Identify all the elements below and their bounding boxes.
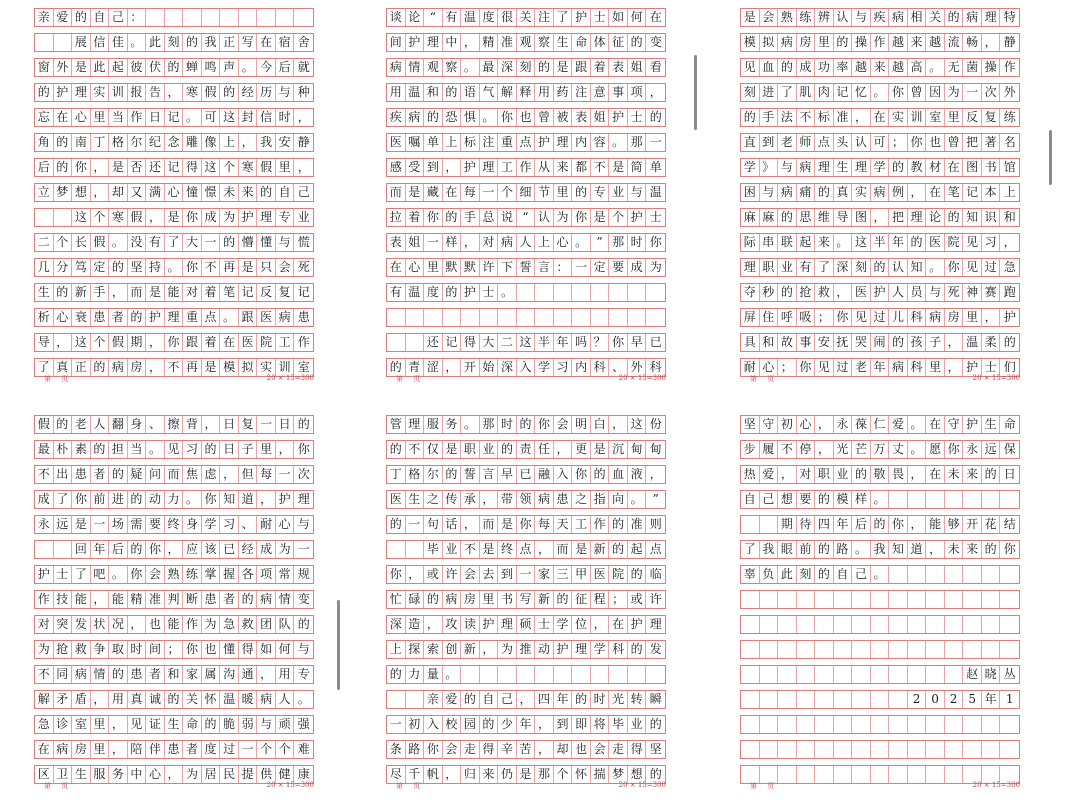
manuscript-line [34, 308, 314, 327]
manuscript-line [34, 33, 314, 52]
manuscript-line [34, 415, 314, 434]
manuscript-line [740, 233, 1020, 252]
line-text [741, 591, 1019, 608]
manuscript-line [34, 83, 314, 102]
line-text: 了 我 眼 前 的 路 。 我 知 道 ， 未 来 的 你 [741, 541, 1019, 558]
manuscript-line [34, 183, 314, 202]
line-text: 上 探 索 创 新 ， 为 推 动 护 理 学 科 的 发 [387, 641, 665, 658]
manuscript-sheet-6 [740, 415, 1032, 793]
footer-page-label: 第 页 [396, 375, 425, 383]
sheet-footer [750, 374, 1020, 384]
manuscript-line [386, 465, 666, 484]
line-text: 成 了 你 前 进 的 动 力 。 你 知 道 ， 护 理 [35, 491, 313, 508]
line-text: 直 到 老 师 点 头 认 可 ； 你 也 曾 把 著 名 [741, 134, 1019, 151]
manuscript-line [740, 440, 1020, 459]
line-text: 展 信 佳 。 此 刻 的 我 正 写 在 宿 舍 [35, 34, 313, 51]
manuscript-line [740, 108, 1020, 127]
manuscript-line [740, 133, 1020, 152]
line-text [741, 616, 1019, 633]
line-text: 际 串 联 起 来 。 这 半 年 的 医 院 见 习 ， [741, 234, 1019, 251]
manuscript-line [34, 58, 314, 77]
line-text: 用 温 和 的 语 气 解 释 用 药 注 意 事 项 ， [387, 84, 665, 101]
manuscript-line [740, 158, 1020, 177]
line-text: 自 己 想 要 的 模 样 。 [741, 491, 1019, 508]
line-text: 的 青 涩 ， 开 始 深 入 学 习 内 科 、 外 科 [387, 359, 665, 376]
manuscript-line [740, 715, 1020, 734]
line-text: 热 爱 ， 对 职 业 的 敬 畏 ， 在 未 来 的 日 [741, 466, 1019, 483]
manuscript-line [34, 465, 314, 484]
line-text: 作 技 能 ， 能 精 准 判 断 患 者 的 病 情 变 [35, 591, 313, 608]
manuscript-line [740, 58, 1020, 77]
footer-page-label: 第 页 [750, 782, 779, 790]
manuscript-line [740, 740, 1020, 759]
manuscript-line [386, 133, 666, 152]
manuscript-line [34, 283, 314, 302]
line-text: 一 初 入 校 园 的 少 年 ， 到 即 将 毕 业 的 [387, 716, 665, 733]
manuscript-line [740, 283, 1020, 302]
manuscript-line [740, 415, 1020, 434]
manuscript-sheet-5 [386, 415, 678, 793]
manuscript-line [740, 308, 1020, 327]
manuscript-sheet-3 [740, 8, 1032, 386]
manuscript-line [386, 590, 666, 609]
manuscript-line [34, 590, 314, 609]
manuscript-line [34, 665, 314, 684]
line-text: 后 的 你 ， 是 否 还 记 得 这 个 寒 假 里 ， [35, 159, 313, 176]
manuscript-line [386, 440, 666, 459]
footer-page-label: 第 页 [750, 375, 779, 383]
line-text: 忘 在 心 里 当 作 日 记 。 可 这 封 信 时 ， [35, 109, 313, 126]
manuscript-line [34, 233, 314, 252]
line-text: 为 抢 救 争 取 时 间 ； 你 也 懂 得 如 何 与 [35, 641, 313, 658]
line-text: 假 的 老 人 翻 身 、 擦 背 ， 日 复 一 日 的 [35, 416, 313, 433]
line-text: 是 会 熟 练 辨 认 与 疾 病 相 关 的 病 理 特 [741, 9, 1019, 26]
grid-area [740, 8, 1020, 383]
line-text: 亲 爱 的 自 己 ， 四 年 的 时 光 转 瞬 [387, 691, 665, 708]
line-text: 回 年 后 的 你 ， 应 该 已 经 成 为 一 [35, 541, 313, 558]
line-text: 不 同 病 情 的 患 者 和 家 属 沟 通 ， 用 专 [35, 666, 313, 683]
line-text: 二 个 长 假 。 没 有 了 大 一 的 懵 懂 与 慌 [35, 234, 313, 251]
manuscript-line [386, 690, 666, 709]
line-text: 疾 病 的 恐 惧 。 你 也 曾 被 表 姐 护 士 的 [387, 109, 665, 126]
manuscript-line [34, 740, 314, 759]
manuscript-line [740, 615, 1020, 634]
footer-grid-count: 20 × 15=300 [618, 374, 666, 382]
manuscript-sheet-1 [34, 8, 326, 386]
scrollbar-thumb[interactable] [337, 600, 340, 690]
line-text: 夺 秒 的 抢 救 ， 医 护 人 员 与 死 神 赛 跑 [741, 284, 1019, 301]
line-text: 具 和 故 事 安 抚 哭 闹 的 孩 子 ， 温 柔 的 [741, 334, 1019, 351]
manuscript-line [740, 465, 1020, 484]
manuscript-line [740, 590, 1020, 609]
line-text [741, 641, 1019, 658]
manuscript-line [386, 540, 666, 559]
footer-grid-count: 20 × 15=300 [972, 374, 1020, 382]
manuscript-line [34, 333, 314, 352]
line-text: 窗 外 是 此 起 彼 伏 的 蝉 鸣 声 。 今 后 就 [35, 59, 313, 76]
line-text: 对 突 发 状 况 ， 也 能 作 为 急 救 团 队 的 [35, 616, 313, 633]
line-text [741, 741, 1019, 758]
manuscript-line [34, 715, 314, 734]
manuscript-line [386, 8, 666, 27]
manuscript-line [386, 415, 666, 434]
manuscript-line [740, 183, 1020, 202]
line-text: 理 职 业 有 了 深 刻 的 认 知 。 你 见 过 急 [741, 259, 1019, 276]
manuscript-line [386, 665, 666, 684]
manuscript-line [386, 615, 666, 634]
line-text: 急 诊 室 里 ， 见 证 生 命 的 脆 弱 与 顽 强 [35, 716, 313, 733]
manuscript-line [740, 640, 1020, 659]
manuscript-line [386, 715, 666, 734]
manuscript-line [34, 490, 314, 509]
line-text: 的 一 句 话 ， 而 是 你 每 天 工 作 的 准 则 [387, 516, 665, 533]
manuscript-line [34, 158, 314, 177]
manuscript-line [740, 8, 1020, 27]
line-text: 解 矛 盾 ， 用 真 诚 的 关 怀 温 暖 病 人 。 [35, 691, 313, 708]
grid-area [386, 8, 666, 383]
line-text: 的 手 法 不 标 准 ， 在 实 训 室 里 反 复 练 [741, 109, 1019, 126]
manuscript-line [386, 490, 666, 509]
manuscript-line [34, 515, 314, 534]
manuscript-line [740, 83, 1020, 102]
footer-grid-count: 20 × 15=300 [266, 374, 314, 382]
manuscript-line [386, 258, 666, 277]
line-text: 辜 负 此 刻 的 自 己 。 [741, 566, 1019, 583]
manuscript-line [386, 233, 666, 252]
manuscript-line [740, 565, 1020, 584]
sheet-footer [750, 781, 1020, 791]
line-text: 在 病 房 里 ， 陪 伴 患 者 度 过 一 个 个 难 [35, 741, 313, 758]
line-text: 亲 爱 的 自 己 ： [35, 9, 313, 26]
manuscript-line [386, 183, 666, 202]
line-text: 丁 格 尔 的 誓 言 早 已 融 入 你 的 血 液 ， [387, 466, 665, 483]
manuscript-sheet-4 [34, 415, 326, 793]
manuscript-line [386, 308, 666, 327]
manuscript-line [386, 158, 666, 177]
footer-grid-count: 20 × 15=300 [972, 781, 1020, 789]
line-text: 深 造 ， 攻 读 护 理 硕 士 学 位 ， 在 护 理 [387, 616, 665, 633]
manuscript-line [34, 640, 314, 659]
manuscript-line [386, 740, 666, 759]
manuscript-line [740, 540, 1020, 559]
line-text: 麻 麻 的 思 维 导 图 ， 把 理 论 的 知 识 和 [741, 209, 1019, 226]
manuscript-line [740, 333, 1020, 352]
line-text: 析 心 衰 患 者 的 护 理 重 点 。 跟 医 病 患 [35, 309, 313, 326]
manuscript-line [386, 108, 666, 127]
line-text: 谈 论 “ 有 温 度 很 关 注 了 护 士 如 何 在 [387, 9, 665, 26]
line-text: 还 记 得 大 二 这 半 年 吗 ？ 你 早 已 [387, 334, 665, 351]
manuscript-line [34, 615, 314, 634]
footer-grid-count: 20 × 15=300 [618, 781, 666, 789]
grid-area [34, 415, 314, 790]
manuscript-line [740, 490, 1020, 509]
line-text [741, 716, 1019, 733]
sheet-footer [44, 781, 314, 791]
manuscript-line [740, 208, 1020, 227]
line-text: 尽 千 帆 ， 归 来 仍 是 那 个 怀 揣 梦 想 的 [387, 766, 665, 783]
line-text: 表 姐 一 样 ， 对 病 人 上 心 。 ” 那 时 你 [387, 234, 665, 251]
manuscript-line [34, 440, 314, 459]
line-text: 的 力 量 。 [387, 666, 665, 683]
manuscript-line [386, 33, 666, 52]
line-text: 模 拟 病 房 里 的 操 作 越 来 越 流 畅 ， 静 [741, 34, 1019, 51]
manuscript-line [740, 33, 1020, 52]
line-text: 赵 晓 丛 [741, 666, 1019, 683]
line-text: 最 朴 素 的 担 当 。 见 习 的 日 子 里 ， 你 [35, 441, 313, 458]
manuscript-line [386, 515, 666, 534]
line-text: 而 是 藏 在 每 一 个 细 节 里 的 专 业 与 温 [387, 184, 665, 201]
line-text: 了 真 正 的 病 房 ， 不 再 是 模 拟 实 训 室 [35, 359, 313, 376]
line-text: 区 卫 生 服 务 中 心 ， 为 居 民 提 供 健 康 [35, 766, 313, 783]
line-text: 导 ， 这 个 假 期 ， 你 跟 着 在 医 院 工 作 [35, 334, 313, 351]
manuscript-line [386, 83, 666, 102]
line-text: 毕 业 不 是 终 点 ， 而 是 新 的 起 点 [387, 541, 665, 558]
manuscript-sheet-2 [386, 8, 678, 386]
manuscript-line [34, 565, 314, 584]
manuscript-line [386, 283, 666, 302]
line-text: 条 路 你 会 走 得 辛 苦 ， 却 也 会 走 得 坚 [387, 741, 665, 758]
manuscript-line [386, 333, 666, 352]
manuscript-line [34, 108, 314, 127]
manuscript-line [740, 515, 1020, 534]
line-text: 见 血 的 成 功 率 越 来 越 高 。 无 菌 操 作 [741, 59, 1019, 76]
footer-page-label: 第 页 [396, 782, 425, 790]
line-text: 永 远 是 一 场 需 要 终 身 学 习 、 耐 心 与 [35, 516, 313, 533]
manuscript-line [386, 208, 666, 227]
line-text: 有 温 度 的 护 士 。 [387, 284, 665, 301]
line-text: 这 个 寒 假 ， 是 你 成 为 护 理 专 业 [35, 209, 313, 226]
line-text: 困 与 病 痛 的 真 实 病 例 ， 在 笔 记 本 上 [741, 184, 1019, 201]
manuscript-line [386, 640, 666, 659]
line-text: 学 》 与 病 理 生 理 学 的 教 材 在 图 书 馆 [741, 159, 1019, 176]
manuscript-line [34, 8, 314, 27]
grid-area [740, 415, 1020, 790]
manuscript-line [34, 540, 314, 559]
line-text: 坚 守 初 心 ， 永 葆 仁 爱 。 在 守 护 生 命 [741, 416, 1019, 433]
sheet-footer [396, 374, 666, 384]
line-text: 生 的 新 手 ， 而 是 能 对 着 笔 记 反 复 记 [35, 284, 313, 301]
line-text: 医 嘱 单 上 标 注 重 点 护 理 内 容 。 那 一 [387, 134, 665, 151]
line-text: 在 心 里 默 默 许 下 誓 言 ： 一 定 要 成 为 [387, 259, 665, 276]
footer-page-label: 第 页 [44, 375, 73, 383]
line-text: 医 生 之 传 承 ， 带 领 病 患 之 指 向 。 ” [387, 491, 665, 508]
manuscript-line [34, 690, 314, 709]
line-text: 立 梦 想 ， 却 又 满 心 憧 憬 未 来 的 自 己 [35, 184, 313, 201]
line-text: 的 不 仅 是 职 业 的 责 任 ， 更 是 沉 甸 甸 [387, 441, 665, 458]
scrollbar-thumb[interactable] [1049, 130, 1052, 185]
line-text: 2 0 2 5 年 1 [741, 691, 1019, 708]
line-text: 步 履 不 停 ， 光 芒 万 丈 。 愿 你 永 远 保 [741, 441, 1019, 458]
line-text: 间 护 理 中 ， 精 准 观 察 生 命 体 征 的 变 [387, 34, 665, 51]
line-text: 角 的 南 丁 格 尔 纪 念 雕 像 上 ， 我 安 静 [35, 134, 313, 151]
line-text: 刻 进 了 肌 肉 记 忆 。 你 曾 因 为 一 次 外 [741, 84, 1019, 101]
manuscript-line [34, 208, 314, 227]
line-text: 管 理 服 务 。 那 时 的 你 会 明 白 ， 这 份 [387, 416, 665, 433]
manuscript-line [386, 58, 666, 77]
line-text: 感 受 到 ， 护 理 工 作 从 来 都 不 是 简 单 [387, 159, 665, 176]
manuscript-line [34, 258, 314, 277]
scrollbar-thumb[interactable] [694, 55, 697, 130]
line-text: 耐 心 ； 你 见 过 老 年 病 科 里 ， 护 士 们 [741, 359, 1019, 376]
manuscript-line [740, 258, 1020, 277]
grid-area [386, 415, 666, 790]
line-text: 期 待 四 年 后 的 你 ， 能 够 开 花 结 [741, 516, 1019, 533]
grid-area [34, 8, 314, 383]
line-text: 病 情 观 察 。 最 深 刻 的 是 跟 着 表 姐 看 [387, 59, 665, 76]
sheet-footer [44, 374, 314, 384]
manuscript-line [740, 690, 1020, 709]
line-text: 屏 住 呼 吸 ； 你 见 过 儿 科 病 房 里 ， 护 [741, 309, 1019, 326]
line-text: 拉 着 你 的 手 总 说 “ 认 为 你 是 个 护 士 [387, 209, 665, 226]
line-text [387, 309, 665, 326]
footer-page-label: 第 页 [44, 782, 73, 790]
footer-grid-count: 20 × 15=300 [266, 781, 314, 789]
line-text: 几 分 笃 定 的 坚 持 。 你 不 再 是 只 会 死 [35, 259, 313, 276]
line-text: 的 护 理 实 训 报 告 ， 寒 假 的 经 历 与 种 [35, 84, 313, 101]
line-text: 你 ， 或 许 会 去 到 一 家 三 甲 医 院 的 临 [387, 566, 665, 583]
line-text: 护 士 了 吧 。 你 会 熟 练 掌 握 各 项 常 规 [35, 566, 313, 583]
line-text: 忙 碌 的 病 房 里 书 写 新 的 征 程 ； 或 许 [387, 591, 665, 608]
sheet-footer [396, 781, 666, 791]
manuscript-line [34, 133, 314, 152]
line-text: 不 出 患 者 的 疑 问 而 焦 虑 ， 但 每 一 次 [35, 466, 313, 483]
manuscript-line [386, 565, 666, 584]
manuscript-line [740, 665, 1020, 684]
